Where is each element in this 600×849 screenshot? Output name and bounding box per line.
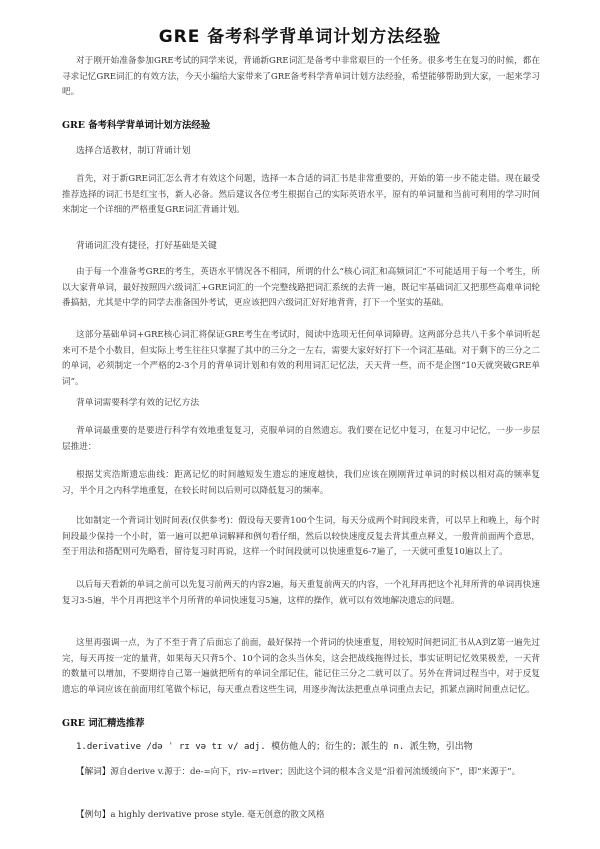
vocab-note (62, 765, 540, 781)
paragraph-weekly-review: 以后每天看新的单词之前可以先复习前两天的内容2遍，每天重复前两天的内容，一个礼拜再把这个礼拜所背的单词再快速复习3-5遍，半个月再把这半个月所背的单词快速复习5遍，这样的操作，就可以有效地解决遗忘的问题。 (62, 580, 540, 606)
page-title: GRE 备考科学背单词计划方法经验 (158, 27, 442, 47)
paragraph-forgetting-curve: 根据艾宾浩斯遗忘曲线：距离记忆的时间越短发生遗忘的速度越快，我们应该在刚刚背过单词的时候以相对高的频率复习，半个月之内科学地重复，在较长时间以后则可以降低复习的频率。 (62, 470, 540, 496)
vocab-entry-derivative: 1.derivative /də ˈ rɪ və tɪ v/ adj. 模仿他人的；衍生的；派生的 n. 派生物，引出物 (76, 742, 473, 752)
section-heading-vocab: GRE 词汇精选推荐 (62, 718, 145, 729)
paragraph-foundation: 由于每一个准备考GRE的考生，英语水平情况各不相同，所谓的什么“核心词汇和高频词汇”不可能适用于每一个考生，所以大家背单词，最好按照四六级词汇+GRE词汇的一个完整线路把词汇系统的去背一遍，既记牢基础词汇又把那些高难单词轮番搞掂，尤其是中学的同学去准备国外考试，更应该把四六级词汇好好地背背，打下一个坚实的基础。 (62, 267, 540, 308)
section-heading-method: GRE 备考科学背单词计划方法经验 (62, 120, 211, 131)
paragraph-textbook: 首先，对于新GRE词汇怎么背才有效这个问题，选择一本合适的词汇书是非常重要的，开始的第一步不能走错。现在最受推荐选择的词汇书是红宝书，新人必备。然后建议各位考生根据自己的实际英语水平，原有的单词量和当前可利用的学习时间来制定一个详细的严格重复GRE词汇背诵计划。 (62, 174, 540, 215)
subheading-foundation: 背诵词汇没有捷径，打好基础是关键 (76, 241, 217, 251)
vocab-example (62, 808, 540, 824)
note-tag: 【解词】 (76, 767, 111, 777)
paragraph-quick-repeat: 这里再强调一点，为了不至于背了后面忘了前面，最好保持一个背词的快速重复，用较短时间把词汇书从A到Z第一遍先过完，每天再按一定的量背，如果每天只背5个、10个词的念头当休矣，这会把战线拖得过长，事实证明记忆效果极差，一天背的数量可以增加，不要期待自己第一遍就把所有的单词全部记住，能记住三分之二就可以了。另外在背词过程当中，对于反复遗忘的单词应该在前面用红笔做个标记，每天重点看这些生词，用逐步淘汰法把重点单词重点去记，抓紧点滴时间重点记忆。 (62, 638, 540, 695)
intro-paragraph: 对于刚开始准备参加GRE考试的同学来说，背诵新GRE词汇是备考中非常艰巨的一个任务。很多考生在复习的时候，都在寻求记忆GRE词汇的有效方法，今天小编给大家带来了GRE备考科学背单词计划方法经验，希望能够帮助到大家，一起来学习吧。 (62, 56, 540, 97)
paragraph-core-vocab: 这部分基础单词+GRE核心词汇将保证GRE考生在考试时，阅读中选项无任何单词障碍。这两部分总共八千多个单词听起来可不是个小数目，但实际上考生往往只掌握了其中的三分之一左右，需要大家好好打下一个词汇基础。对于剩下的三分之二的单词，必须制定一个严格的2-3个月的背单词计划和有效的利用词汇记忆法，天天背一些，而不是企图“10天就突破GRE单词”。 (62, 330, 540, 387)
subheading-memory-method: 背单词需要科学有效的记忆方法 (76, 398, 200, 408)
note-text: 源自derive v.源于：de-=向下，riv-=river；因此这个词的根本含义是“沿着河流缓缓向下”，即“来源于”。 (110, 767, 521, 777)
paragraph-schedule: 比如制定一个背词计划时间表(仅供参考)：假设每天要背100个生词，每天分成两个时间段来背，可以早上和晚上，每个时间段最少保持一个小时，第一遍可以把单词解释和例句看仔细，然后以较快速度反复去背其重点释义，一般背前面两个意思，至于用法和搭配则可先略看，留待复习时再说，这样一个时间段就可以快速重复6-7遍了，一天就可重复10遍以上了。 (62, 516, 540, 557)
example-tag: 【例句】 (76, 810, 111, 820)
subheading-textbook: 选择合适教材，制订背诵计划 (76, 146, 191, 156)
paragraph-review: 背单词最重要的是要进行科学有效地重复复习，克服单词的自然遗忘。我们要在记忆中复习，在复习中记忆，一步一步层层推进： (62, 426, 540, 452)
example-text: a highly derivative prose style. 毫无创意的散文风格 (110, 810, 325, 820)
